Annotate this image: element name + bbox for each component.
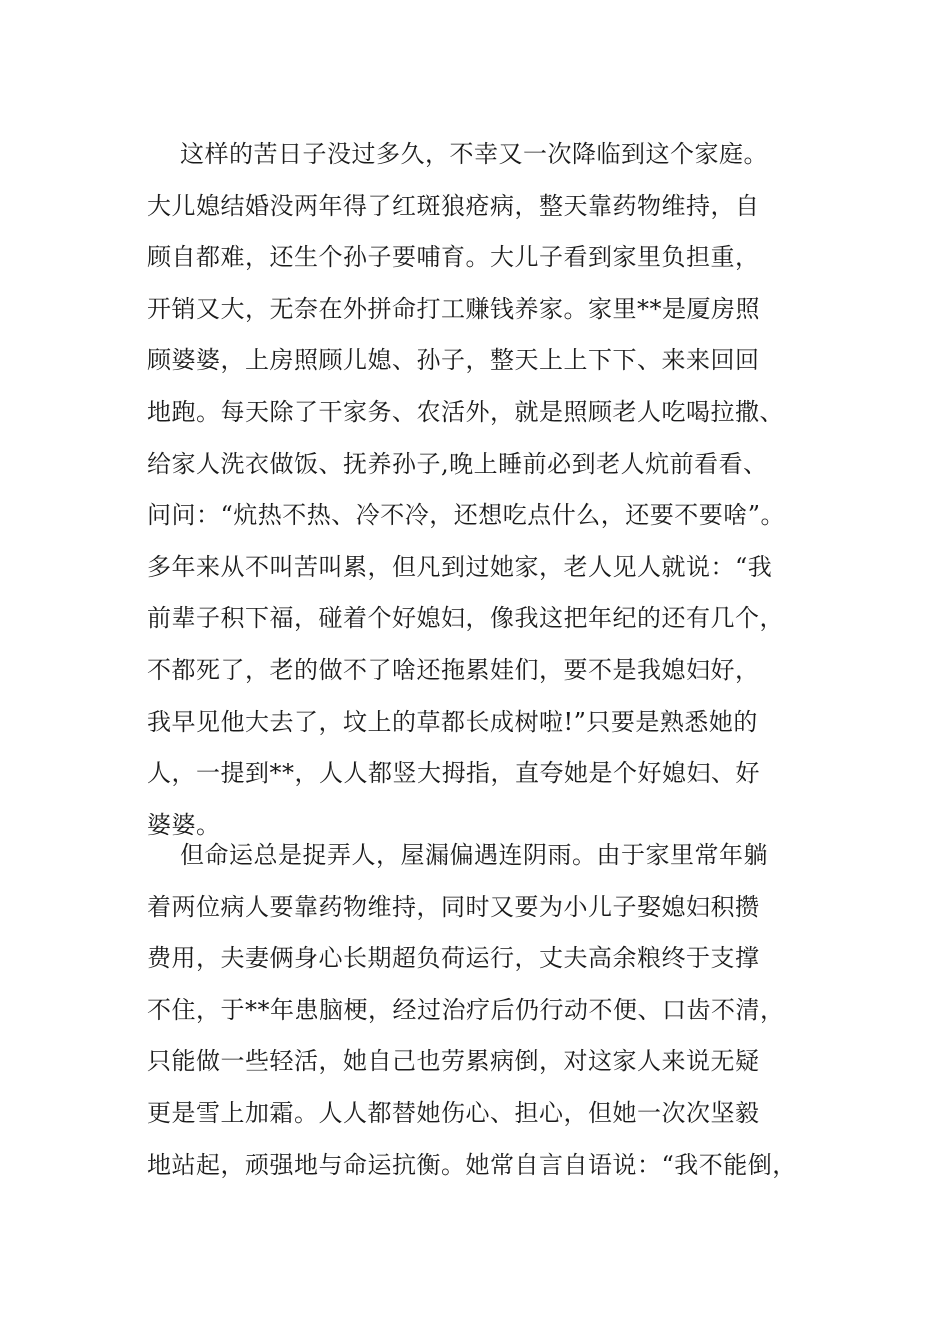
text-line: 地站起，顽强地与命运抗衡。她常自言自语说：“我不能倒， xyxy=(147,1150,797,1179)
paragraph xyxy=(147,830,827,1191)
text-line: 顾婆婆，上房照顾儿媳、孙子，整天上上下下、来来回回 xyxy=(147,346,760,375)
text-line: 前辈子积下福，碰着个好媳妇，像我这把年纪的还有几个， xyxy=(147,604,784,633)
text-line: 问问：“炕热不热、冷不冷，还想吃点什么，还要不要啥”。 xyxy=(147,501,786,530)
text-line: 更是雪上加霜。人人都替她伤心、担心，但她一次次坚毅 xyxy=(147,1098,760,1127)
text-line: 开销又大，无奈在外拼命打工赚钱养家。家里**是厦房照 xyxy=(147,294,760,323)
text-line: 只能做一些轻活，她自己也劳累病倒，对这家人来说无疑 xyxy=(147,1047,760,1076)
text-line: 顾自都难，还生个孙子要哺育。大儿子看到家里负担重， xyxy=(147,243,760,272)
text-line: 大儿媳结婚没两年得了红斑狼疮病，整天靠药物维持，自 xyxy=(147,191,760,220)
text-line: 多年来从不叫苦叫累，但凡到过她家，老人见人就说：“我 xyxy=(147,552,773,581)
paragraph xyxy=(147,129,827,851)
text-line: 着两位病人要靠药物维持，同时又要为小儿子娶媳妇积攒 xyxy=(147,892,760,921)
text-line: 地跑。每天除了干家务、农活外，就是照顾老人吃喝拉撒、 xyxy=(147,397,784,426)
text-line: 我早见他大去了，坟上的草都长成树啦!”只要是熟悉她的 xyxy=(147,707,758,736)
text-line: 费用，夫妻俩身心长期超负荷运行，丈夫高余粮终于支撑 xyxy=(147,944,760,973)
text-line: 这样的苦日子没过多久，不幸又一次降临到这个家庭。 xyxy=(180,140,768,168)
text-line: 给家人洗衣做饭、抚养孙子,晚上睡前必到老人炕前看看、 xyxy=(147,449,768,478)
text-line: 但命运总是捉弄人，屋漏偏遇连阴雨。由于家里常年躺 xyxy=(180,841,768,869)
text-line: 不都死了，老的做不了啥还拖累娃们，要不是我媳妇好， xyxy=(147,655,760,684)
text-line: 不住，于**年患脑梗，经过治疗后仍行动不便、口齿不清， xyxy=(147,995,785,1024)
text-line: 婆婆。 xyxy=(147,810,221,839)
text-line: 人，一提到**，人人都竖大拇指，直夸她是个好媳妇、好 xyxy=(147,759,760,788)
